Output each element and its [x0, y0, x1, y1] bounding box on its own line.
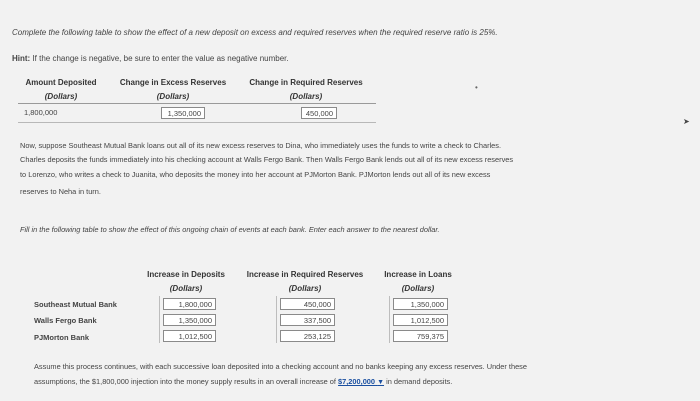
t2-col-loans: Increase in Loans [384, 270, 452, 279]
t2-loans-input[interactable]: 1,012,500 [393, 314, 448, 326]
conclusion-line-1: Assume this process continues, with each successive loan deposited into a checking account and no banks keeping any excess reserves. Under these [34, 362, 527, 371]
t2-deposits-input[interactable]: 1,800,000 [163, 298, 216, 310]
scenario-line-2: Charles deposits the funds immediately into his checking account at Walls Fergo Bank. Then Walls Fergo Bank lends out all of its new excess reserves [20, 155, 514, 164]
t2-loans-input[interactable]: 759,375 [393, 330, 448, 342]
t1-header-rule [18, 103, 376, 104]
hint-label: Hint: [12, 54, 31, 63]
t1-unit-amount: (Dollars) [44, 92, 78, 101]
t2-col-deposits: Increase in Deposits [147, 270, 225, 279]
hint-text: If the change is negative, be sure to enter the value as negative number. [32, 54, 289, 63]
scenario-line-3: to Lorenzo, who writes a check to Juanita, who deposits the money into her account at PJMorton Bank. PJMorton lends out all of its new excess [20, 170, 491, 179]
t2-required-input[interactable]: 253,125 [280, 330, 335, 342]
instruction-text: Fill in the following table to show the effect of this ongoing chain of events at each bank. Enter each answer to the nearest dollar. [20, 225, 440, 234]
conclusion-text-before: assumptions, the $1,800,000 injection into the money supply results in an overall increase of [34, 377, 336, 386]
t2-col-required: Increase in Required Reserves [246, 270, 364, 279]
chevron-down-icon: ▼ [377, 379, 385, 386]
t1-col-required: Change in Required Reserves [249, 78, 363, 87]
t2-unit-deposits: (Dollars) [169, 284, 203, 293]
t1-col-amount: Amount Deposited [25, 78, 97, 87]
t2-row-label: Walls Fergo Bank [34, 316, 97, 325]
t1-excess-input[interactable]: 1,350,000 [161, 107, 205, 119]
t1-col-excess: Change in Excess Reserves [119, 78, 227, 87]
cursor-dot-icon: • [475, 83, 478, 92]
t1-unit-required: (Dollars) [289, 92, 323, 101]
scenario-line-1: Now, suppose Southeast Mutual Bank loans out all of its new excess reserves to Dina, who immediately uses the funds to write a check to Charles. [20, 141, 502, 150]
t2-guide [159, 296, 160, 343]
hint [12, 54, 289, 63]
t2-guide [389, 296, 390, 343]
conclusion-line-2 [34, 377, 452, 386]
t1-bottom-rule [18, 122, 376, 123]
t1-required-input[interactable]: 450,000 [301, 107, 337, 119]
t2-required-input[interactable]: 450,000 [280, 298, 335, 310]
t2-loans-input[interactable]: 1,350,000 [393, 298, 448, 310]
cursor-arrow-icon: ➤ [683, 117, 690, 126]
t1-amount-value: 1,800,000 [24, 108, 58, 117]
t2-unit-loans: (Dollars) [401, 284, 435, 293]
t2-unit-required: (Dollars) [288, 284, 322, 293]
t2-row-label: Southeast Mutual Bank [34, 300, 117, 309]
dropdown-value: $7,200,000 [338, 377, 376, 386]
t2-guide [276, 296, 277, 343]
t2-row-label: PJMorton Bank [34, 333, 90, 342]
t2-deposits-input[interactable]: 1,350,000 [163, 314, 216, 326]
t2-required-input[interactable]: 337,500 [280, 314, 335, 326]
conclusion-text-after: in demand deposits. [386, 377, 453, 386]
scenario-line-4: reserves to Neha in turn. [20, 187, 101, 196]
t1-unit-excess: (Dollars) [156, 92, 190, 101]
increase-dropdown[interactable] [338, 377, 384, 386]
question-text: Complete the following table to show the effect of a new deposit on excess and required reserves when the required reserve ratio is 25%. [12, 28, 498, 37]
t2-deposits-input[interactable]: 1,012,500 [163, 330, 216, 342]
